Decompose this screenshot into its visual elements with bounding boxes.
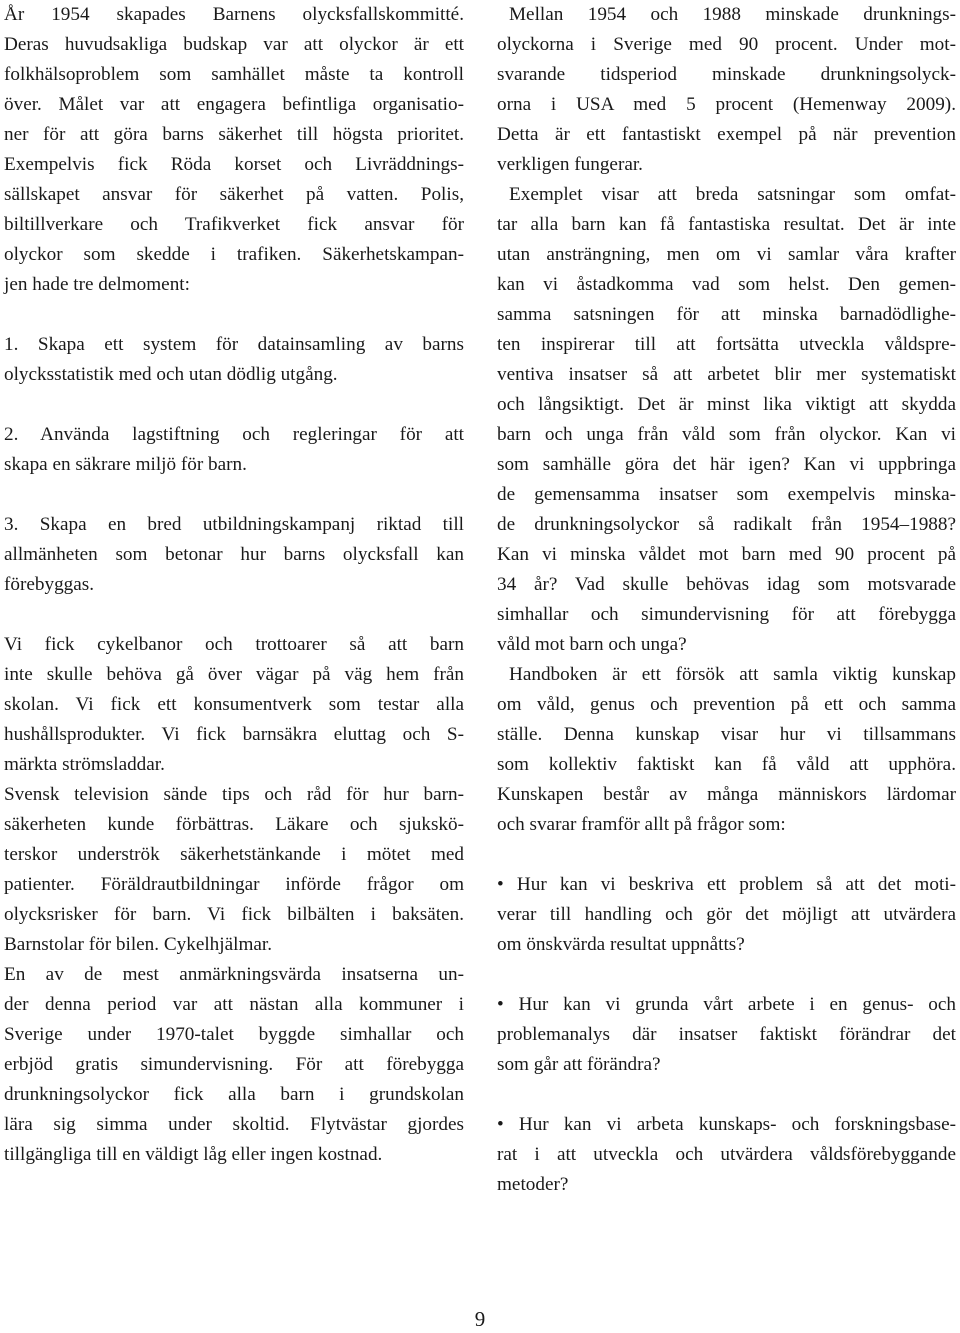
text-line: Exemplet visar att breda satsningar som omfat- [509, 184, 956, 205]
text-line: Handboken är ett försök att samla viktig kunskap [509, 664, 956, 685]
text-line: förebyggas. [4, 574, 95, 595]
paragraph-handbook [497, 660, 956, 840]
paragraph-drowning-statistics [497, 0, 956, 180]
text-line: våld mot barn och unga? [497, 634, 687, 655]
text-line: de drunkningsolyckor så radikalt från 1954–1988? [497, 514, 956, 535]
text-line: Barnstolar för bilen. Cykelhjälmar. [4, 934, 273, 955]
text-line: 34 år? Vad skulle behövas idag som motsvarade [497, 574, 956, 595]
left-column [4, 0, 464, 1170]
text-line: som samhälle göra det här igen? Kan vi uppbringa [497, 454, 956, 475]
text-line: rat i att utveckla och utvärdera våldsförebyggande [497, 1144, 956, 1165]
bullet-item-1 [497, 870, 956, 960]
text-line: ner för att göra barns säkerhet till högsta prioritet. [4, 124, 464, 145]
paragraph-cycle-paths [4, 630, 464, 780]
text-line: barn och unga från våld som från olyckor. Kan vi [497, 424, 956, 445]
text-line: simhallar och simundervisning för att förebygga [497, 604, 956, 625]
text-line: terskor underströk säkerhetstänkande i mötet med [4, 844, 464, 865]
text-line: olyckor som skedde i trafiken. Säkerhetskampan- [4, 244, 464, 265]
text-line: Sverige under 1970-talet byggde simhallar och [4, 1024, 464, 1045]
bullet-item-2 [497, 990, 956, 1080]
text-line: kan vi åstadkomma vad som helst. Den gemen- [497, 274, 956, 295]
text-line: Deras huvudsakliga budskap var att olyckor är ett [4, 34, 464, 55]
text-line: drunkningsolyckor fick alla barn i grundskolan [4, 1084, 464, 1105]
text-line: Exempelvis fick Röda korset och Livräddnings- [4, 154, 464, 175]
text-line: om önskvärda resultat uppnåtts? [497, 934, 745, 955]
text-line: Mellan 1954 och 1988 minskade drunknings- [509, 4, 956, 25]
text-line: verar till handling och gör det möjligt att utvärdera [497, 904, 956, 925]
text-line: olycksrisker för barn. Vi fick bilbälten i baksäten. [4, 904, 464, 925]
text-line: sällskapet ansvar för säkerhet på vatten. Polis, [4, 184, 464, 205]
text-line: samma satsningen för att minska barnadödlighe- [497, 304, 956, 325]
text-line: ställe. Denna kunskap visar hur vi tillsammans [497, 724, 956, 745]
paragraph-example [497, 180, 956, 660]
text-line: tar alla barn kan få fantastiska resultat. Det är inte [497, 214, 956, 235]
text-line: der denna period var att nästan alla kommuner i [4, 994, 464, 1015]
text-line: • Hur kan vi grunda vårt arbete i en genus- och [497, 994, 956, 1015]
paragraph-television [4, 780, 464, 960]
text-line: Vi fick cykelbanor och trottoarer så att barn [4, 634, 464, 655]
text-line: som kollektiv faktiskt kan få våld att upphöra. [497, 754, 956, 775]
text-line: Svensk television sände tips och råd för hur barn- [4, 784, 464, 805]
text-line: Kan vi minska våldet mot barn med 90 procent på [497, 544, 956, 565]
text-line: svarande tidsperiod minskade drunkningsolyck- [497, 64, 956, 85]
text-line: Detta är ett fantastiskt exempel på när prevention [497, 124, 956, 145]
text-line: ventiva insatser så att arbetet blir mer systematiskt [497, 364, 956, 385]
text-line: En av de mest anmärkningsvärda insatserna un- [4, 964, 464, 985]
text-line: skapa en säkrare miljö för barn. [4, 454, 247, 475]
text-line: erbjöd gratis simundervisning. För att förebygga [4, 1054, 464, 1075]
right-column [497, 0, 956, 1200]
text-line: säkerheten kunde förbättras. Läkare och sjukskö- [4, 814, 464, 835]
text-line: biltillverkare och Trafikverket fick ansvar för [4, 214, 464, 235]
text-line: • Hur kan vi arbeta kunskaps- och forskningsbase- [497, 1114, 956, 1135]
text-line: hushållsprodukter. Vi fick barnsäkra eluttag och S- [4, 724, 464, 745]
list-item-3 [4, 510, 464, 600]
text-line: lära sig simma under skoltid. Flytvästar gjordes [4, 1114, 464, 1135]
text-line: och långsiktigt. Det är minst lika viktigt att skydda [497, 394, 956, 415]
text-line: inte skulle behöva gå över vägar på väg hem från [4, 664, 464, 685]
text-line: verkligen fungerar. [497, 154, 643, 175]
text-line: olyckorna i Sverige med 90 procent. Under mot- [497, 34, 956, 55]
text-line: 3. Skapa en bred utbildningskampanj riktad till [4, 514, 464, 535]
text-line: 1. Skapa ett system för datainsamling av barns [4, 334, 464, 355]
text-line: som går att förändra? [497, 1054, 661, 1075]
text-line: tillgängliga till en väldigt låg eller ingen kostnad. [4, 1144, 383, 1165]
text-line: metoder? [497, 1174, 569, 1195]
text-line: 2. Använda lagstiftning och regleringar för att [4, 424, 464, 445]
text-line: över. Målet var att engagera befintliga organisatio- [4, 94, 464, 115]
text-line: olycksstatistik med och utan dödlig utgång. [4, 364, 338, 385]
list-item-2 [4, 420, 464, 480]
text-line: de gemensamma insatser som exempelvis minska- [497, 484, 956, 505]
paragraph-intro [4, 0, 464, 300]
page-number: 9 [474, 1307, 486, 1331]
text-line: ten inspirerar till att fortsätta utveckla våldspre- [497, 334, 956, 355]
text-line: folkhälsoproblem som samhället måste ta kontroll [4, 64, 464, 85]
bullet-item-3 [497, 1110, 956, 1200]
list-item-1 [4, 330, 464, 390]
text-line: allmänheten som betonar hur barns olycksfall kan [4, 544, 464, 565]
text-line: problemanalys där insatser faktiskt förändrar det [497, 1024, 956, 1045]
text-line: patienter. Föräldrautbildningar införde frågor om [4, 874, 464, 895]
text-line: märkta strömsladdar. [4, 754, 165, 775]
text-line: utan ansträngning, men om vi samlar våra krafter [497, 244, 956, 265]
text-line: skolan. Vi fick ett konsumentverk som testar alla [4, 694, 464, 715]
text-line: År 1954 skapades Barnens olycksfallskommitté. [4, 4, 464, 25]
text-line: om våld, genus och prevention på ett och samma [497, 694, 956, 715]
text-line: och svarar framför allt på frågor som: [497, 814, 786, 835]
paragraph-swimming [4, 960, 464, 1170]
text-line: • Hur kan vi beskriva ett problem så att det moti- [497, 874, 956, 895]
text-line: jen hade tre delmoment: [4, 274, 190, 295]
text-line: orna i USA med 5 procent (Hemenway 2009). [497, 94, 956, 115]
text-line: Kunskapen består av många människors lärdomar [497, 784, 956, 805]
